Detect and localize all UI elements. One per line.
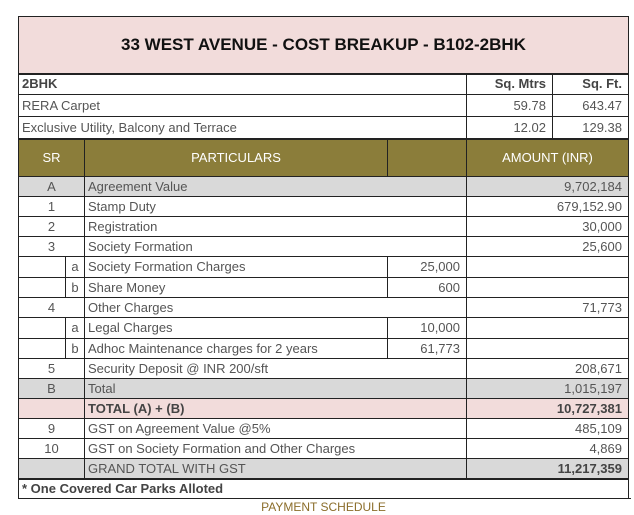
area-sqft: 129.38 xyxy=(552,117,628,138)
sub-value-cell: 61,773 xyxy=(387,339,466,358)
amount-cell: 679,152.90 xyxy=(466,197,628,216)
table-row xyxy=(19,399,628,419)
sub-letter-cell: b xyxy=(65,278,84,297)
area-header-row xyxy=(19,73,628,95)
area-row xyxy=(19,95,628,117)
amount-cell xyxy=(466,339,628,358)
amount-cell: 71,773 xyxy=(466,298,628,317)
sub-value-cell: 600 xyxy=(387,278,466,297)
amount-cell xyxy=(466,318,628,338)
table-row xyxy=(19,339,628,359)
particular-cell: Legal Charges xyxy=(84,318,387,338)
amount-cell: 208,671 xyxy=(466,359,628,378)
sr-cell: 3 xyxy=(47,239,56,254)
table-row xyxy=(19,177,628,197)
sqft-col-header: Sq. Ft. xyxy=(552,73,628,94)
particular-cell: Adhoc Maintenance charges for 2 years xyxy=(84,339,387,358)
table-row xyxy=(19,419,628,439)
sub-value-cell: 10,000 xyxy=(387,318,466,338)
sr-cell: 2 xyxy=(47,219,56,234)
particulars-header: PARTICULARS xyxy=(84,140,387,176)
particular-cell: Stamp Duty xyxy=(84,197,466,216)
area-row xyxy=(19,117,628,140)
amount-cell: 1,015,197 xyxy=(466,379,628,398)
area-label: RERA Carpet xyxy=(22,98,101,113)
indent-cell xyxy=(19,257,65,277)
table-row xyxy=(19,318,628,339)
sr-cell: B xyxy=(47,381,56,396)
amount-cell: 11,217,359 xyxy=(466,459,628,478)
amount-cell: 4,869 xyxy=(466,439,628,458)
indent-cell xyxy=(19,278,65,297)
amount-cell: 30,000 xyxy=(466,217,628,236)
table-row xyxy=(19,278,628,298)
particular-cell: Society Formation Charges xyxy=(84,257,387,277)
sr-cell: 4 xyxy=(47,300,56,315)
table-row xyxy=(19,197,628,217)
sr-cell: A xyxy=(47,179,56,194)
sqm-col-header: Sq. Mtrs xyxy=(466,73,552,94)
sub-letter-cell: b xyxy=(65,339,84,358)
sr-cell: 10 xyxy=(44,441,59,456)
unit-type-label: 2BHK xyxy=(22,76,58,91)
amount-cell: 485,109 xyxy=(466,419,628,438)
particular-cell: Registration xyxy=(84,217,466,236)
indent-cell xyxy=(19,339,65,358)
amount-cell xyxy=(466,278,628,297)
area-sqm: 59.78 xyxy=(466,95,552,116)
sr-header: SR xyxy=(42,150,61,165)
particular-cell: Agreement Value xyxy=(84,177,466,196)
table-row xyxy=(19,359,628,379)
sub-letter-cell: a xyxy=(65,257,84,277)
sr-cell: 1 xyxy=(47,199,56,214)
table-row xyxy=(19,257,628,278)
table-row xyxy=(19,217,628,237)
payment-schedule-heading: PAYMENT SCHEDULE xyxy=(261,500,386,514)
particular-cell: Society Formation xyxy=(84,237,466,256)
sub-value-cell: 25,000 xyxy=(387,257,466,277)
table-row xyxy=(19,379,628,399)
cost-breakup-sheet xyxy=(18,16,629,514)
table-header xyxy=(19,140,628,177)
amount-cell: 9,702,184 xyxy=(466,177,628,196)
amount-cell: 25,600 xyxy=(466,237,628,256)
table-row xyxy=(19,459,628,480)
particular-cell: GRAND TOTAL WITH GST xyxy=(84,459,466,478)
sr-cell xyxy=(19,399,84,418)
particular-cell: Other Charges xyxy=(84,298,466,317)
amount-header: AMOUNT (INR) xyxy=(466,140,628,176)
particular-cell: GST on Agreement Value @5% xyxy=(84,419,466,438)
area-label: Exclusive Utility, Balcony and Terrace xyxy=(22,120,237,135)
sub-letter-cell: a xyxy=(65,318,84,338)
particular-cell: TOTAL (A) + (B) xyxy=(84,399,466,418)
particular-cell: Security Deposit @ INR 200/sft xyxy=(84,359,466,378)
sr-cell xyxy=(19,459,84,478)
sub-value-header xyxy=(387,140,466,176)
indent-cell xyxy=(19,318,65,338)
area-sqft: 643.47 xyxy=(552,95,628,116)
particular-cell: GST on Society Formation and Other Charges xyxy=(84,439,466,458)
particular-cell: Total xyxy=(84,379,466,398)
table-row xyxy=(19,237,628,257)
particular-cell: Share Money xyxy=(84,278,387,297)
area-sqm: 12.02 xyxy=(466,117,552,138)
amount-cell xyxy=(466,257,628,277)
amount-cell: 10,727,381 xyxy=(466,399,628,418)
table-row xyxy=(19,439,628,459)
sr-cell: 9 xyxy=(47,421,56,436)
car-park-note: * One Covered Car Parks Alloted xyxy=(19,480,631,499)
table-row xyxy=(19,298,628,318)
sheet-title: 33 WEST AVENUE - COST BREAKUP - B102-2BHK xyxy=(19,17,628,75)
sr-cell: 5 xyxy=(47,361,56,376)
